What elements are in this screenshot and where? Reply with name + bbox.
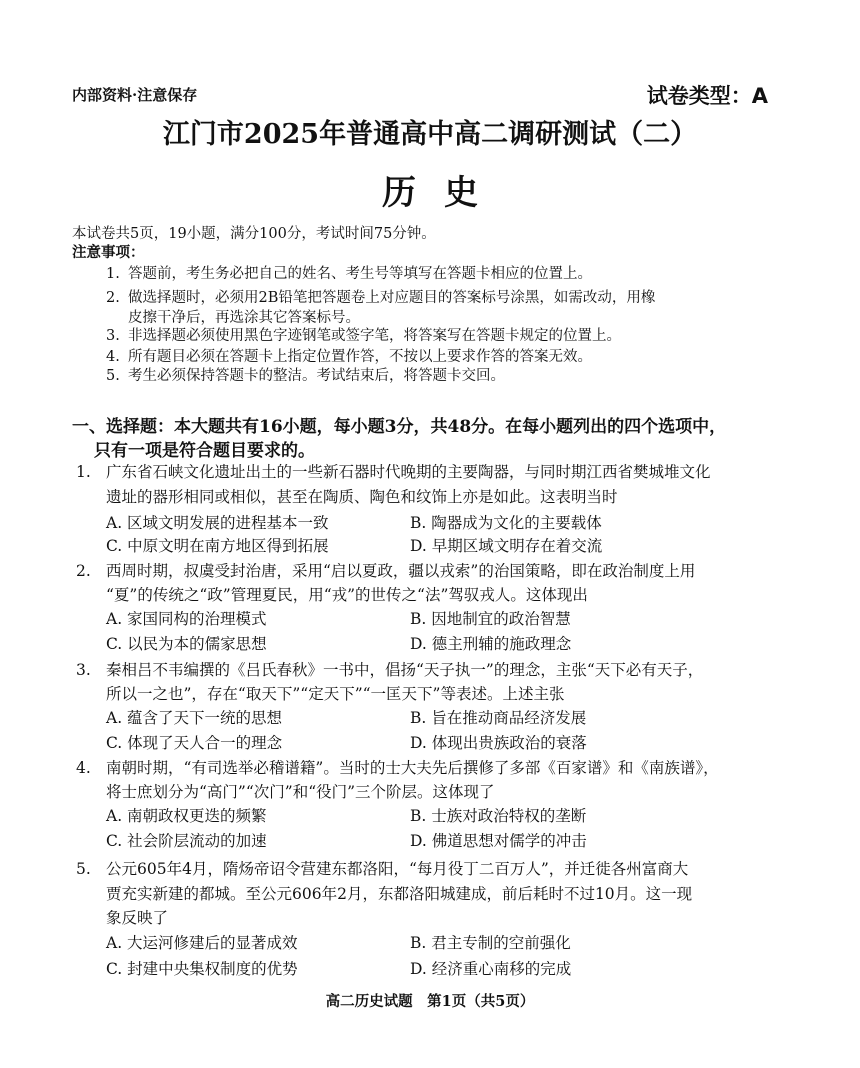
notice-item <box>106 364 505 385</box>
notice-item <box>106 324 621 345</box>
notice-text: 所有题目必须在答题卡上指定位置作答，不按以上要求作答的答案无效。 <box>128 349 592 365</box>
question-text: 公元605年4月，隋炀帝诏令营建东都洛阳，“每月役丁二百万人”，并迁徙各州富商大 <box>106 860 689 878</box>
option-c: C. 体现了天人合一的理念 <box>106 734 283 752</box>
notice-text: 非选择题必须使用黑色字迹钢笔或签字笔，将答案写在答题卡规定的位置上。 <box>128 328 621 344</box>
exam-info: 本试卷共5页，19小题，满分100分，考试时间75分钟。 <box>72 226 436 242</box>
paper-type-label: 试卷类型：A <box>646 84 768 108</box>
option-c: C. 中原文明在南方地区得到拓展 <box>106 537 329 555</box>
option-c: C. 社会阶层流动的加速 <box>106 832 267 850</box>
question-text-cont: 象反映了 <box>106 909 169 927</box>
option-d: D. 体现出贵族政治的衰落 <box>410 734 587 752</box>
option-a: A. 区域文明发展的进程基本一致 <box>106 514 329 532</box>
question-number: 1. <box>76 463 91 481</box>
question-text-cont: 贾充实新建的都城。至公元606年2月，东都洛阳城建成，前后耗时不过10月。这一现 <box>106 885 693 903</box>
question-text-cont: 遗址的器形相同或相似，甚至在陶质、陶色和纹饰上亦是如此。这表明当时 <box>106 488 618 506</box>
question-number: 5. <box>76 860 91 878</box>
option-d: D. 德主刑辅的施政理念 <box>410 635 572 653</box>
question-2 <box>76 559 695 581</box>
notice-number: 4. <box>106 349 120 365</box>
exam-title: 江门市2025年普通高中高二调研测试（二） <box>162 119 698 150</box>
notice-title: 注意事项： <box>72 244 145 261</box>
question-text: 南朝时期，“有司选举必稽谱籍”。当时的士大夫先后撰修了多部《百家谱》和《南族谱》， <box>106 759 719 777</box>
question-text-cont: 所以一之也”，存在“取天下”“定天下”“一匡天下”等表述。上述主张 <box>106 685 565 703</box>
notice-text: 做选择题时，必须用2B铅笔把答题卷上对应题目的答案标号涂黑，如需改动，用橡 <box>128 290 656 306</box>
notice-item <box>106 262 592 283</box>
notice-text-cont: 皮擦干净后，再选涂其它答案标号。 <box>128 310 360 326</box>
option-d: D. 早期区域文明存在着交流 <box>410 537 603 555</box>
option-c: C. 封建中央集权制度的优势 <box>106 960 298 978</box>
question-text: 秦相吕不韦编撰的《吕氏春秋》一书中，倡扬“天子执一”的理念，主张“天下必有天子， <box>106 661 704 679</box>
notice-item <box>106 286 655 307</box>
subject-title: 历史 <box>382 173 506 213</box>
notice-number: 1. <box>106 266 120 282</box>
question-1 <box>76 460 711 482</box>
option-b: B. 旨在推动商品经济发展 <box>410 709 587 727</box>
option-d: D. 佛道思想对儒学的冲击 <box>410 832 587 850</box>
question-number: 3. <box>76 661 91 679</box>
notice-number: 5. <box>106 368 120 384</box>
confidential-label: 内部资料·注意保存 <box>72 86 198 104</box>
section-heading-cont: 只有一项是符合题目要求的。 <box>94 441 315 461</box>
option-b: B. 因地制宜的政治智慧 <box>410 610 571 628</box>
option-a: A. 家国同构的治理模式 <box>106 610 267 628</box>
notice-item <box>106 345 592 366</box>
question-5 <box>76 857 688 879</box>
option-c: C. 以民为本的儒家思想 <box>106 635 267 653</box>
notice-number: 2. <box>106 290 120 306</box>
option-d: D. 经济重心南移的完成 <box>410 960 572 978</box>
question-text: 广东省石峡文化遗址出土的一些新石器时代晚期的主要陶器，与同时期江西省樊城堆文化 <box>106 463 711 481</box>
question-text-cont: “夏”的传统之“政”管理夏民，用“戎”的世传之“法”驾驭戎人。这体现出 <box>106 586 588 604</box>
option-a: A. 蕴含了天下一统的思想 <box>106 709 283 727</box>
notice-text: 考生必须保持答题卡的整洁。考试结束后，将答题卡交回。 <box>128 368 505 384</box>
notice-number: 3. <box>106 328 120 344</box>
question-number: 2. <box>76 562 91 580</box>
question-text-cont: 将士庶划分为“高门”“次门”和“役门”三个阶层。这体现了 <box>106 783 495 801</box>
page-footer: 高二历史试题 第1页（共5页） <box>325 993 535 1010</box>
option-b: B. 陶器成为文化的主要载体 <box>410 514 602 532</box>
question-4 <box>76 756 719 778</box>
notice-text: 答题前，考生务必把自己的姓名、考生号等填写在答题卡相应的位置上。 <box>128 266 592 282</box>
option-a: A. 南朝政权更迭的频繁 <box>106 807 267 825</box>
option-a: A. 大运河修建后的显著成效 <box>106 934 298 952</box>
question-3 <box>76 658 703 680</box>
option-b: B. 士族对政治特权的垄断 <box>410 807 587 825</box>
question-number: 4. <box>76 759 91 777</box>
option-b: B. 君主专制的空前强化 <box>410 934 571 952</box>
question-text: 西周时期，叔虞受封治唐，采用“启以夏政，疆以戎索”的治国策略，即在政治制度上用 <box>106 562 696 580</box>
section-heading: 一、选择题：本大题共有16小题，每小题3分，共48分。在每小题列出的四个选项中， <box>72 417 727 437</box>
